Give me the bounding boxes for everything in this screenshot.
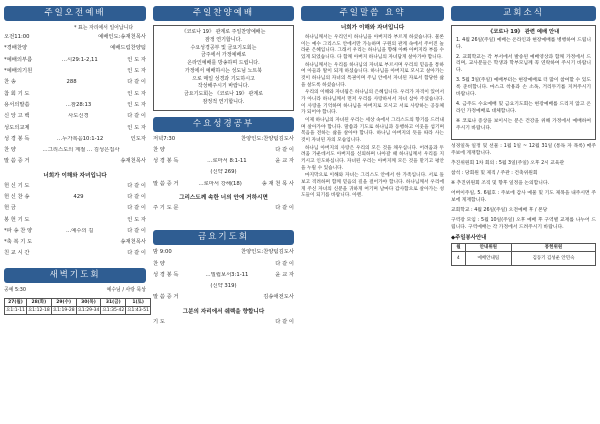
notice-line: 잠정 연기합니다. [205,36,242,43]
table-header-cell: 안내위원 [465,244,511,252]
service-row [153,181,294,192]
service-row [153,261,294,272]
service-row [4,194,146,205]
wednesday-title: 그리스도께 속한 너의 안에 거하시면 [179,194,268,201]
service-leader: 다 같 이 [275,146,294,153]
service-row [4,136,146,147]
table-cell: 예배안내팀 [465,252,511,266]
service-detail: …로마서 강해(18) [198,180,242,187]
service-row [4,217,146,228]
notice-box [153,25,294,111]
summary-paragraph: 우리의 이해와 자녀됨은 하나님의 은혜입니다. 우리가 자격이 있어서가 아니라 하나님께서 먼저 우리를 사랑하셔서 자녀 삼아 주셨습니다. 이 사랑을 기억하며 하나님을 아버지로 모시고 서로 사랑하는 공동체가 되어야 합니다. [301,90,444,116]
service-item: *예배의기원 [4,68,33,75]
news-item: 추진위원회 1차 회의 : 5월 3일(주일) 오후 2시 교육관 [451,160,565,166]
service-leader: 다 같 이 [127,250,146,257]
section-header: 새벽기도회 [4,268,146,283]
notice-line: 잠정적 연기합니다. [202,98,245,105]
service-detail: 사도신경 [68,113,89,120]
notice-item: 1. 4월 26일(주일) 예배는 온라인과 현장예배를 병행하여 드립니다. [456,37,591,50]
service-leader: 윤 교 자 [275,158,294,165]
service-leader: 인 도 자 [127,68,146,75]
service-leader: 인 도 자 [127,216,146,223]
service-item: 찬 양 [153,260,165,267]
service-leader: 찬양인도:찬양팀김도사 [241,249,294,256]
order-of-service [4,34,146,170]
table-header-cell: 1(토) [126,299,151,307]
service-item: *경배찬양 [4,45,28,52]
service-row [153,169,294,180]
service-leader: 인 도 자 [127,101,146,108]
news-items [451,144,596,232]
service-row [4,125,146,136]
service-detail: …예수의 길 [66,227,94,234]
service-leader: 예배드림찬양팀 [110,45,146,52]
notice-line: 《코로나 19》 관계로 주일찬양예배는 [181,29,266,35]
service-item: 친 교 시 간 [4,250,30,257]
service-detail: …시29:1-2,11 [61,56,98,63]
summary-paragraph: 하나님 아버지의 사랑은 우리의 모든 것을 채우십니다. 어려움과 두려움 가운데서도 아버지를 신뢰하며 나아갈 때 하나님께서 우리를 지키시고 인도하십니다. 자녀된 우리는 아버지께 모든 것을 맡기고 평안을 누릴 수 있습니다. [301,145,444,171]
table-header-cell: 29(수) [51,299,76,307]
service-leader: 다 같 이 [127,193,146,200]
service-leader: 인 도 자 [127,90,146,97]
service-leader: 다 같 이 [127,79,146,86]
notice-item: 2. 교회학교는 각 부서에서 발송된 예배영상과 함께 가정에서 드리며, 교사분들은 학생과 학부모님께 꼭 연락하여 주시기 바랍니다. [456,54,591,74]
dawn-time: 공예 5:30 [4,286,26,293]
service-row [153,272,294,283]
summary-paragraph: 마지막으로 이해와 자녀는 그리스도 안에서 한 가족입니다. 서로 돌보고 격려하며 함께 믿음의 길을 걸어가야 합니다. 하나님께서 우리에게 주신 자녀의 신분을 귀하게 여기며 날마다 감사함으로 살아가는 성도들이 되기를 바랍니다. 아멘. [301,173,444,199]
section-header: 금요기도회 [153,230,294,245]
service-item: 말 씀 증 거 [4,158,30,165]
section-header: 주일찬양예배 [153,6,294,21]
table-cell: 요1:35-42 [102,307,125,313]
table-header-cell: 31(금) [101,299,126,307]
service-item: 신 앙 고 백 [4,113,30,120]
service-detail: (신약 319) [210,283,237,290]
wednesday-order [153,136,294,192]
service-item: 기 도 [153,318,165,325]
service-row [4,250,146,261]
service-row [153,319,294,330]
table-header-cell: 30(목) [76,299,101,307]
notice-line: 금주에서 가정예배로 [200,52,247,59]
service-guide-table [451,243,596,266]
summary-paragraph: 이제 하나님의 자녀된 우리는 세상 속에서 그리스도의 향기를 드러내며 살아가야 합니다. 말씀과 기도로 하나님과 동행하고 이웃을 섬기며 복음을 전하는 삶을 살아야 합니다. 하나님 아버지의 뜻을 따라 사는 것이 자녀된 자의 모습입니다. [301,118,444,144]
friday-title: 그분의 자리에서 쉐렉을 향합니다 [182,308,265,315]
table-header-cell: 28(화) [26,299,51,307]
table-header-cell: 봉헌위원 [511,244,595,252]
service-row [4,228,146,239]
service-detail: (신약 269) [210,169,237,176]
section-header: 수요성경공부 [153,117,294,132]
table-header-cell: 27(월) [5,299,27,307]
service-row [4,239,146,250]
service-item: 성 경 봉 독 [153,158,179,165]
friday-order [153,249,294,305]
service-row [4,183,146,194]
standing-note: * 표는 자리에서 일어납니다 [74,25,134,31]
service-leader: 윤 교 자 [275,271,294,278]
service-row [153,205,294,216]
dawn-schedule-table [4,298,151,315]
service-item: 헌 신 기 도 [4,182,30,189]
summary-paragraph: 하나님께서는 우리인이 하나님을 아버지라 부르게 하셨습니다. 물론 이는 예수 그리스도 안에서만 가능하며 구원의 관계 속에서 주어진 놀라운 은혜입니다. 그래서 우리는 하나님을 향해 아빠 아버지라 부를 수 있게 되었습니다. 다 함께 아버지 하나님의 자녀답게 살아가야 합니다. [301,34,444,60]
table-cell: 요1:19-28 [52,307,75,313]
section-header: 주일오전예배 [4,6,146,21]
service-leader: 인도자 [130,135,146,142]
service-row [4,79,146,90]
service-item: 말 씀 증 거 [153,180,179,187]
dawn-meta [4,287,146,298]
service-leader: 김송애전도사 [263,294,294,301]
news-item: 어버이주일, 5. 6월호 : 주보에 감사 예물 및 기도 제목을 내주시면 주보에 게재합니다. [451,190,596,203]
friday-order-continued [153,319,294,330]
service-detail: …빌립보서3:1-11 [205,271,249,278]
service-item: 오전11:00 [4,34,30,41]
table-cell: 요1:29-34 [77,307,100,313]
service-row [153,136,294,147]
service-leader: 다 같 이 [127,182,146,189]
table-cell: 4 [452,252,466,266]
section-header: 주일말씀 요약 [301,6,444,21]
notice-item: ※ 코로나 증상을 보이시는 분은 건강을 위해 가정에서 예배하여 주시기 바랍니다. [456,119,591,132]
service-detail: 429 [73,193,84,200]
sunday-praise-service [153,6,294,330]
service-item: 밤 9:00 [153,249,172,256]
service-item: 성 경 봉 독 [153,271,179,278]
covid-notice-box [451,25,596,140]
notice-item: 4. 금주도 수요예배 및 금요기도회는 현장예배를 드리지 않고 온라인 가정예배로 대체합니다. [456,102,591,115]
news-item: 교회학교 : 4월 26일(주일) 오전예배 후 / 본당 [451,207,548,213]
section-header: 교회소식 [451,6,596,21]
service-row [153,294,294,305]
service-leader: 다 같 이 [275,260,294,267]
covid-notice-title: 《코로나 19》 관련 예배 안내 [487,29,560,35]
service-row [4,113,146,124]
table-cell: 요1:43-51 [127,307,150,313]
service-row [4,102,146,113]
service-leader: 다 같 이 [127,227,146,234]
service-item: 찬 송 [4,79,16,86]
service-leader: 찬양인도:찬양팀김도사 [241,135,294,142]
service-leader: 다 같 이 [127,113,146,120]
service-item: 말 씀 증 거 [153,294,179,301]
news-item: 참석 : 당회원 및 제직 / 주관 : 건축위원회 [451,170,538,176]
service-leader: 인 도 자 [127,124,146,131]
notice-line: 수요성경공부 및 금요기도회는 [190,44,257,51]
service-detail: …그리스도의 계절 … 김성은집사 [42,147,120,154]
service-item: 찬 양 [4,147,16,154]
sermon-title: 너희가 이해와 자녀입니다 [43,172,107,179]
news-item: 성경일독 일정 및 선물 : 1월 1일 ~ 12월 31일 (통독 자 목록) 매주 주보에 게재합니다. [451,144,596,156]
service-detail: 288 [66,79,77,86]
sermon-summary [301,6,444,201]
service-leader: 예배인도:송재천목사 [98,34,146,41]
service-row [153,158,294,169]
notice-line: 가정에서 예배하시는 성도님 노트북 [184,67,263,74]
service-row [4,158,146,169]
service-leader: 송재천목사 [120,239,146,246]
notice-line: 작성해주시기 바랍니다. [197,83,250,90]
service-item: 헌 금 [4,205,16,212]
service-row [4,91,146,102]
service-detail: …로마서 8:1-11 [207,158,247,165]
service-detail: …누가복음10:1-12 [56,135,104,142]
service-item: *파 송 찬 양 [4,227,33,234]
service-item: 참 회 기 도 [4,90,30,97]
service-row [153,147,294,158]
service-leader: 인 도 자 [127,56,146,63]
sermon-summary-title: 너희가 이해와 자녀입니다 [340,25,405,31]
service-item: 성 경 봉 독 [4,135,30,142]
sermon-summary-text [301,35,444,200]
service-item: 찬 양 [153,146,165,153]
service-leader: 다 같 이 [275,204,294,211]
service-row [4,147,146,158]
service-leader: 송재천목사 [120,158,146,165]
table-header-cell: 월 [452,244,466,252]
notice-item: 3. 5월 3일(주일) 예배부터는 현장예배로 더 많이 참여할 수 있도록 준비합니다. 마스크 착용과 손 소독, 거리두기를 지켜주시기 바랍니다. [456,78,591,98]
summary-paragraph: 하나님께서는 우리를 하나님의 자녀로 부르시며 우리의 믿음을 통하여 아들과 딸이 되게 하셨습니다. 하나님을 아버지로 모시고 살아가는 것이 하나님의 자녀의 특권이며 주님 안에서 자녀된 자로서 합당한 삶을 살도록 하셨습니다. [301,62,444,88]
sunday-morning-service [4,6,150,315]
service-row [153,283,294,294]
wednesday-order-continued [153,205,294,216]
service-row [4,57,146,68]
notice-line: 금요기도회는 《코로나 19》 관계로 [183,91,264,97]
table-cell: 요1:1-11 [6,307,25,313]
service-item: 헌 신 찬 송 [4,193,30,200]
order-of-service-continued [4,183,146,262]
service-row [4,45,146,56]
service-item: 주 기 도 문 [153,204,179,211]
covid-notice-items [456,38,591,133]
service-row [4,68,146,79]
service-item: 성도의교제 [4,124,30,131]
service-item: *예배의부름 [4,56,33,63]
service-row [153,249,294,260]
service-leader: 다 같 이 [275,318,294,325]
notice-line: 으로 매일 성경과 기도하시고 [192,75,255,82]
service-item: 저녁7:30 [153,135,176,142]
service-item: *축 복 기 도 [4,239,33,246]
news-item: ※ 추진위원회 조직 및 향후 일정을 논의합니다. [451,180,550,186]
dawn-topic: 예수님 / 사랑 묵상 [106,286,146,293]
news-item: 구역장 모임 : 5월 10일(주일) 오후 예배 후 구역별 교재를 나누어 드립니다. 구역예배는 각 가정에서 드려주시기 바랍니다. [451,217,596,230]
service-row [4,34,146,45]
notice-line: 온라인예배를 방송하며 드립니다. [187,60,260,66]
service-guide-title: ◆주일봉사안내 [451,234,487,241]
service-item: 봉 헌 기 도 [4,216,30,223]
service-leader: 송 재 천 목 사 [261,180,294,187]
service-row [4,205,146,216]
table-cell: 요1:12-18 [27,307,50,313]
church-news [451,6,596,266]
service-detail: …잠28:13 [65,101,92,108]
service-item: 용서의말씀 [4,101,30,108]
service-leader: 다 같 이 [127,205,146,212]
table-cell: 김동기 김성운 안민숙 [511,252,595,266]
